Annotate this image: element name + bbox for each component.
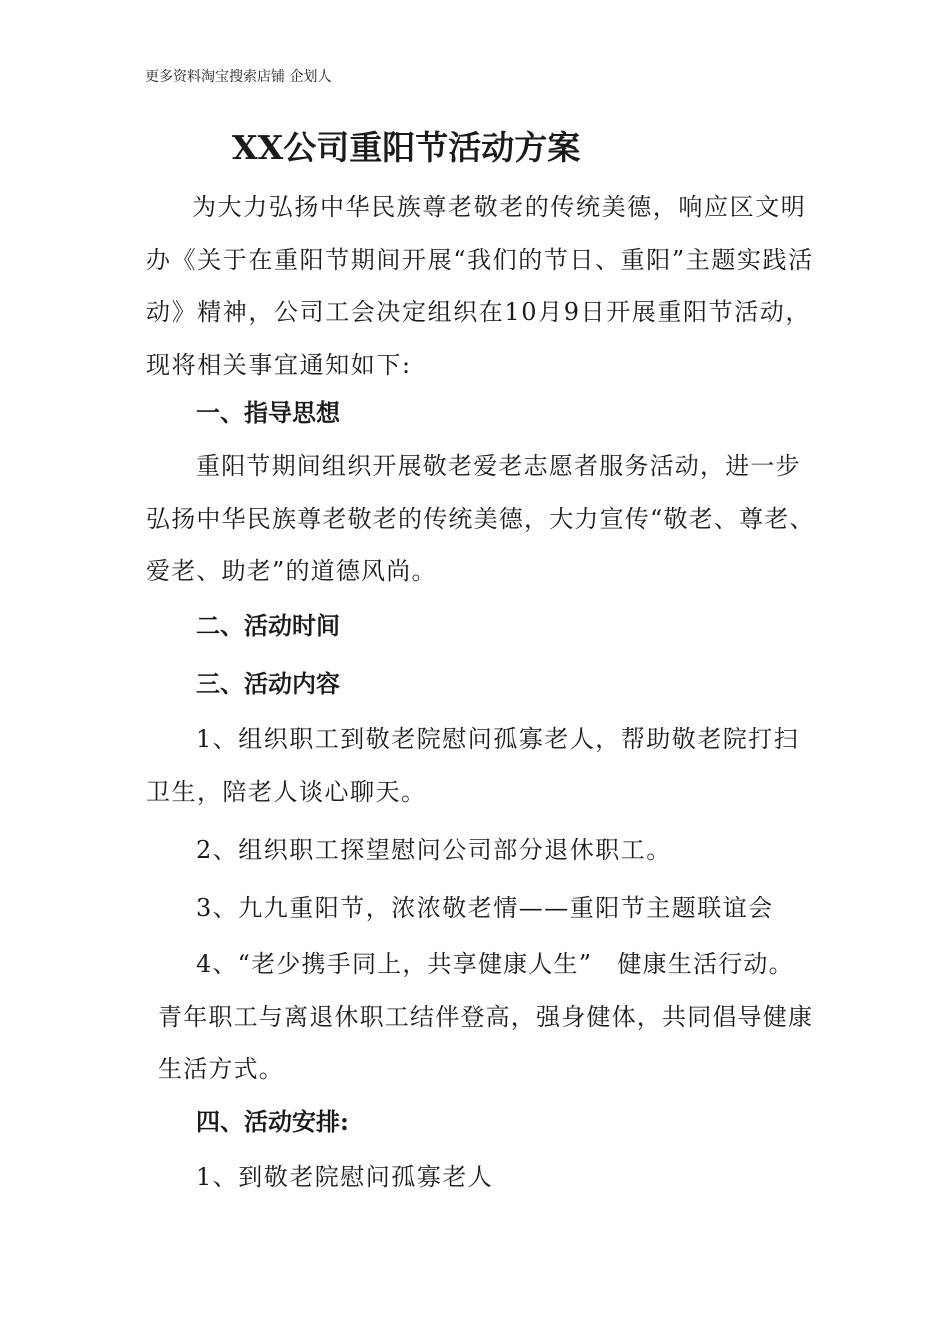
section-heading-time: 二、活动时间 — [196, 611, 340, 640]
section-heading-guide: 一、指导思想 — [196, 398, 340, 427]
content-item: 2、组织职工探望慰问公司部分退休职工。 — [196, 836, 672, 864]
header-note: 更多资料淘宝搜索店铺 企划人 — [145, 69, 332, 85]
arrangement-item: 1、到敬老院慰问孤寡老人 — [196, 1163, 494, 1191]
intro-paragraph: 为大力弘扬中华民族尊老敬老的传统美德，响应区文明办《关于在重阳节期间开展“我们的节日、重阳”主题实践活动》精神，公司工会决定组织在10月9日开展重阳节活动，现将相关事宜通知如下: — [146, 193, 814, 379]
content-item: 1、组织职工到敬老院慰问孤寡老人，帮助敬老院打扫卫生，陪老人谈心聊天。 — [146, 725, 800, 806]
section-heading-arrangement: 四、活动安排: — [196, 1107, 349, 1136]
section-heading-content: 三、活动内容 — [196, 669, 340, 698]
content-item: 4、“老少携手同上，共享健康人生” 健康生活行动。青年职工与离退休职工结伴登高，强身健体，共同倡导健康生活方式。 — [158, 950, 814, 1083]
document-title: XX公司重阳节活动方案 — [232, 128, 581, 167]
guide-paragraph: 重阳节期间组织开展敬老爱老志愿者服务活动，进一步弘扬中华民族尊老敬老的传统美德，大力宣传“敬老、尊老、爱老、助老”的道德风尚。 — [146, 452, 815, 585]
content-item: 3、九九重阳节，浓浓敬老情——重阳节主题联谊会 — [196, 894, 774, 922]
